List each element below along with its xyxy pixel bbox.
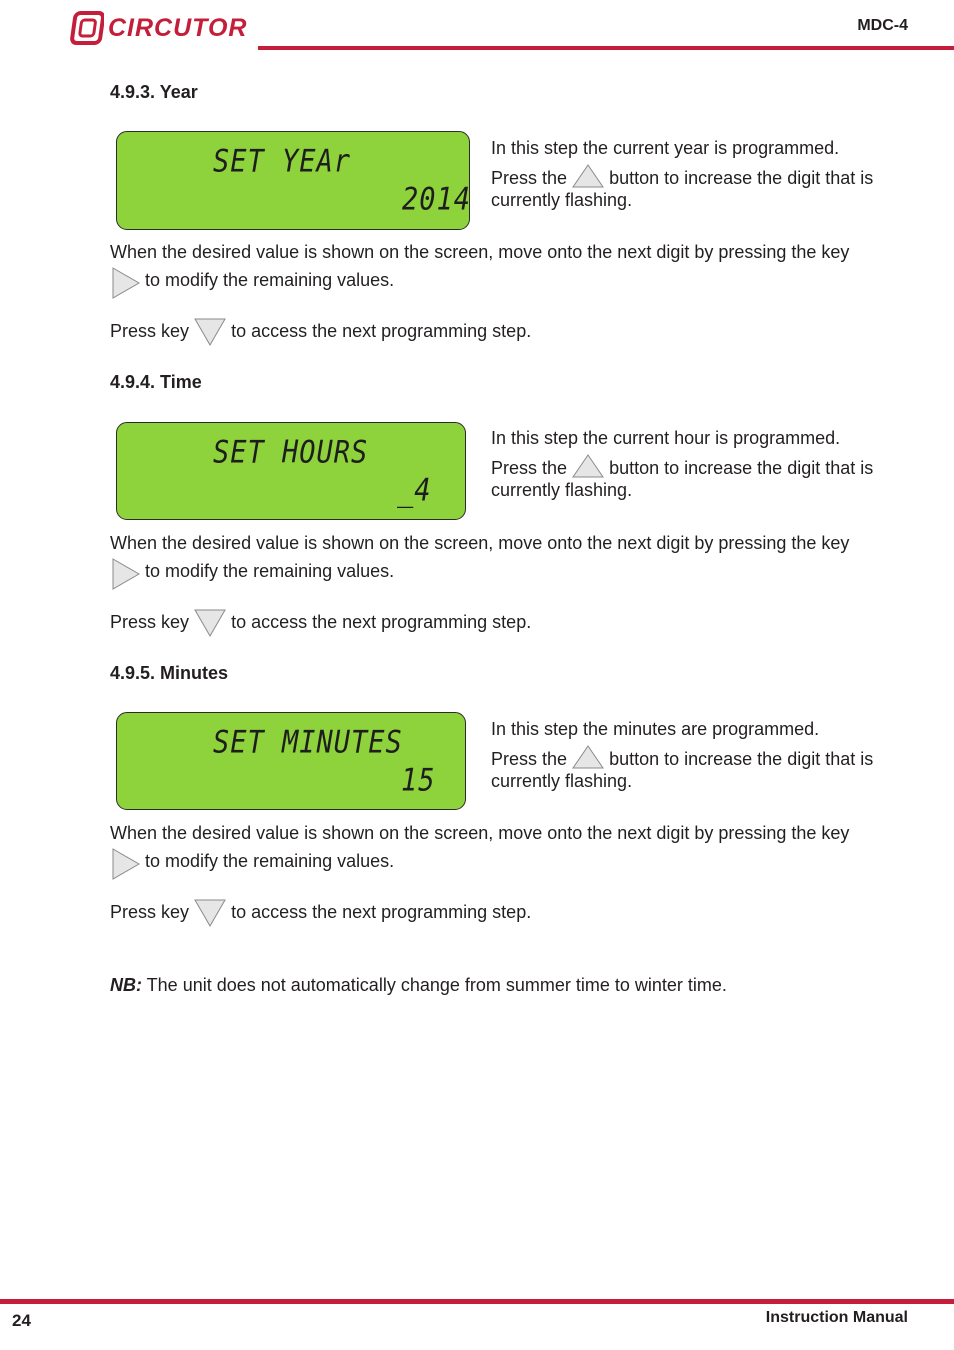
next-step-paragraph: [110, 318, 915, 346]
press-cont: currently flashing.: [491, 771, 633, 791]
right-triangle-key-icon: [110, 267, 140, 299]
next-digit-text: When the desired value is shown on the screen, move onto the next digit by pressing the key: [110, 823, 850, 843]
side-line1: In this step the current year is programmed.: [491, 138, 840, 158]
page-number: 24: [12, 1311, 31, 1330]
next-step-paragraph: [110, 609, 915, 637]
side-press-line: [491, 454, 911, 501]
up-triangle-key-icon: [572, 454, 604, 478]
down-triangle-key-icon: [194, 609, 226, 637]
press-after: button to increase the digit that is: [609, 168, 874, 188]
lcd-line2: _4: [397, 473, 432, 509]
press-key-text: Press key: [110, 320, 190, 341]
next-digit-text: When the desired value is shown on the screen, move onto the next digit by pressing the key: [110, 242, 850, 262]
press-key-text: Press key: [110, 901, 190, 922]
press-key-text: Press key: [110, 611, 190, 632]
next-digit-text: When the desired value is shown on the screen, move onto the next digit by pressing the key: [110, 533, 850, 553]
circutor-logo-icon: [70, 11, 104, 45]
brand-name: CIRCUTOR: [108, 13, 248, 42]
next-step-paragraph: [110, 899, 915, 927]
side-text-year: [491, 137, 911, 211]
right-triangle-key-icon: [110, 848, 140, 880]
press-before: Press the: [491, 168, 568, 188]
press-before: Press the: [491, 749, 568, 769]
right-triangle-key-icon: [110, 558, 140, 590]
side-press-line: [491, 164, 911, 211]
press-cont: currently flashing.: [491, 190, 633, 210]
lcd-display-time: [116, 422, 466, 520]
side-text-time: [491, 427, 911, 501]
next-step-text: to access the next programming step.: [231, 320, 532, 341]
note: [110, 975, 727, 996]
side-line1: In this step the current hour is programmed.: [491, 428, 841, 448]
section-heading-minutes: 4.9.5. Minutes: [110, 663, 229, 683]
next-step-text: to access the next programming step.: [231, 611, 532, 632]
press-after: button to increase the digit that is: [609, 458, 874, 478]
model-label: MDC-4: [857, 17, 908, 34]
section-heading-time: 4.9.4. Time: [110, 372, 202, 392]
lcd-line1: SET YEAr: [213, 144, 352, 180]
lcd-display-minutes: [116, 712, 466, 810]
side-press-line: [491, 745, 911, 792]
up-triangle-key-icon: [572, 745, 604, 769]
press-after: button to increase the digit that is: [609, 749, 874, 769]
manual-title: Instruction Manual: [765, 1309, 908, 1326]
next-digit-paragraph: [110, 822, 915, 880]
header-rule: [258, 46, 954, 50]
next-digit-tail: to modify the remaining values.: [145, 850, 395, 871]
next-digit-paragraph: [110, 241, 915, 299]
lcd-line1: SET MINUTES: [213, 725, 403, 761]
next-digit-paragraph: [110, 532, 915, 590]
lcd-display-year: [116, 131, 470, 230]
lcd-line2: 2014: [402, 182, 472, 218]
circutor-logo: [70, 10, 247, 46]
side-line1: In this step the minutes are programmed.: [491, 719, 820, 739]
next-digit-tail: to modify the remaining values.: [145, 269, 395, 290]
press-cont: currently flashing.: [491, 480, 633, 500]
note-text: The unit does not automatically change from summer time to winter time.: [142, 975, 727, 995]
down-triangle-key-icon: [194, 899, 226, 927]
section-heading-year: 4.9.3. Year: [110, 82, 198, 102]
lcd-line2: 15: [401, 763, 436, 799]
next-digit-tail: to modify the remaining values.: [145, 560, 395, 581]
down-triangle-key-icon: [194, 318, 226, 346]
note-label: NB:: [110, 975, 142, 995]
press-before: Press the: [491, 458, 568, 478]
next-step-text: to access the next programming step.: [231, 901, 532, 922]
footer-rule: [0, 1299, 954, 1304]
side-text-minutes: [491, 718, 911, 792]
up-triangle-key-icon: [572, 164, 604, 188]
lcd-line1: SET HOURS: [213, 435, 369, 471]
